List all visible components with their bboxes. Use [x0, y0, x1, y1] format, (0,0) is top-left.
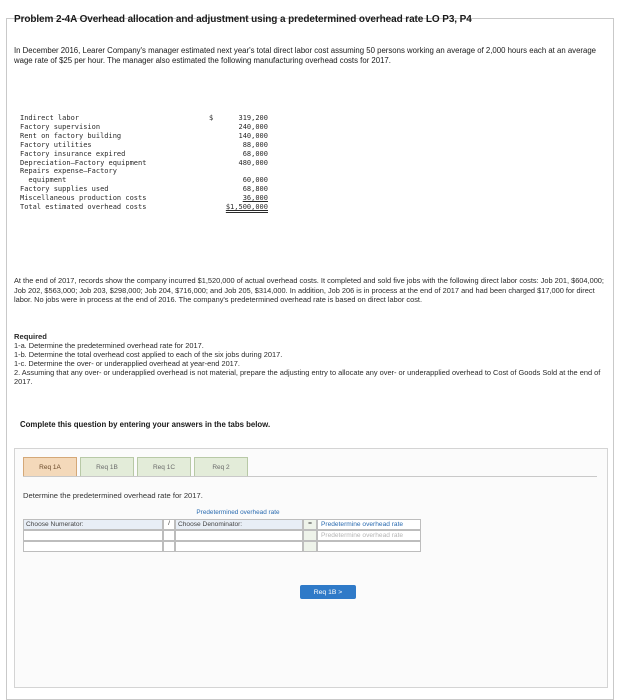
numerator-input[interactable] [23, 530, 163, 541]
required-item: 1-b. Determine the total overhead cost applied to each of the six jobs during 2017. [14, 350, 283, 360]
denominator-select[interactable]: Choose Denominator: [175, 519, 303, 530]
cost-row: Miscellaneous production costs 36,000 [20, 194, 268, 203]
req-tabs [23, 457, 251, 476]
blank-cell [23, 541, 163, 552]
currency-symbol: $ [209, 114, 214, 122]
task-prompt: Determine the predetermined overhead rate for 2017. [23, 491, 203, 500]
required-item: 1-a. Determine the predetermined overhead rate for 2017. [14, 341, 204, 351]
next-req-button[interactable]: Req 1B > [300, 585, 356, 599]
divide-sign: / [163, 519, 175, 530]
cost-total-row: Total estimated overhead costs $1,500,000 [20, 203, 268, 212]
equals-sign: = [303, 519, 317, 530]
blank-cell [175, 541, 303, 552]
required-item: 2. Assuming that any over- or underapplied overhead is not material, prepare the adjusting entry to allocate any over- or underapplied overhead to Cost of Goods Sold at the end of 2017. [14, 368, 601, 387]
numerator-select[interactable]: Choose Numerator: [23, 519, 163, 530]
required-heading: Required [14, 332, 47, 341]
cost-row: Depreciation—Factory equipment 480,000 [20, 158, 268, 167]
year-end-paragraph: At the end of 2017, records show the company incurred $1,520,000 of actual overhead costs. It completed and sold five jobs with the following direct labor costs: Job 201, $604,000; Job 202, $563,000; Job 203, $298,000; Job 204, $716,000; and Job 205, $314,000. In addition, Job 206 is in process at the end of 2017 and had been charged $17,000 for direct labor. No jobs were in process at the end of 2016. The company's predetermined overhead rate is based on direct labor cost. [14, 276, 604, 305]
cost-row: Factory supervision 240,000 [20, 122, 268, 131]
result-input[interactable]: Predetermine overhead rate [317, 530, 421, 541]
tab-req-1b[interactable]: Req 1B [80, 457, 134, 476]
result-label: Predetermine overhead rate [317, 519, 421, 530]
denominator-input[interactable] [175, 530, 303, 541]
rate-formula-grid [23, 509, 597, 575]
cost-row: Repairs expense—Factory [20, 167, 117, 176]
cost-row: Indirect labor $ 319,200 [20, 114, 268, 122]
tab-req-1c[interactable]: Req 1C [137, 457, 191, 476]
blank-cell [317, 541, 421, 552]
cost-row: Rent on factory building 140,000 [20, 131, 268, 140]
formula-header: Predetermined overhead rate [173, 509, 303, 520]
problem-intro: In December 2016, Learer Company's manager estimated next year's total direct labor cost assuming 50 persons working an average of 2,000 hours each at an average wage rate of $25 per hour. The manager also estimated the following manufacturing overhead costs for 2017. [14, 46, 597, 65]
tab-req-2[interactable]: Req 2 [194, 457, 248, 476]
cost-row: Factory supplies used 68,800 [20, 185, 268, 194]
required-section [14, 332, 606, 387]
cost-row: Factory utilities 88,000 [20, 140, 268, 149]
blank-cell [303, 541, 317, 552]
tab-divider [23, 476, 597, 477]
blank-cell [163, 541, 175, 552]
problem-title: Problem 2-4A Overhead allocation and adjustment using a predetermined overhead rate LO P3, P4 [14, 14, 472, 25]
overhead-cost-table [20, 114, 268, 212]
tab-req-1a[interactable]: Req 1A [23, 457, 77, 476]
blank-cell [163, 530, 175, 541]
instruction-text: Complete this question by entering your answers in the tabs below. [20, 420, 271, 429]
equals-cell [303, 530, 317, 541]
cost-row: Factory insurance expired 68,000 [20, 149, 268, 158]
required-item: 1-c. Determine the over- or underapplied overhead at year-end 2017. [14, 359, 240, 369]
cost-row: equipment 60,000 [20, 176, 268, 185]
answer-panel [14, 448, 608, 688]
